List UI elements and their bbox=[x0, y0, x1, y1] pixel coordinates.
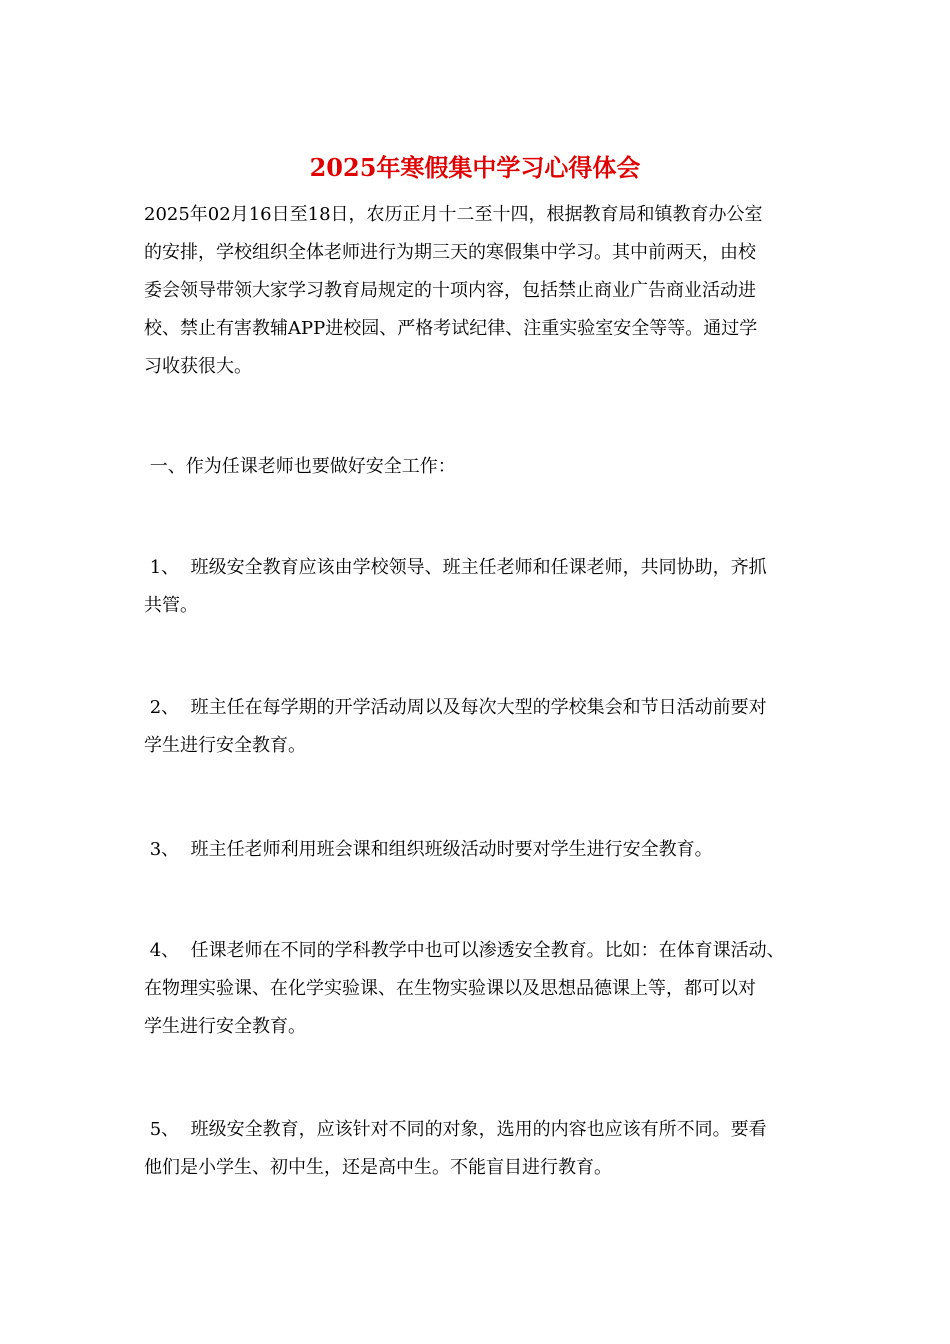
list-item-line: 学生进行安全教育。 bbox=[144, 735, 306, 756]
intro-line: 习收获很大。 bbox=[144, 356, 252, 377]
intro-line: 委会领导带领大家学习教育局规定的十项内容，包括禁止商业广告商业活动进 bbox=[144, 280, 756, 301]
list-item-line: 3、 班主任老师利用班会课和组织班级活动时要对学生进行安全教育。 bbox=[144, 839, 713, 860]
list-item-line: 他们是小学生、初中生，还是高中生。不能盲目进行教育。 bbox=[144, 1157, 612, 1178]
intro-line: 2025年02月16日至18日，农历正月十二至十四，根据教育局和镇教育办公室 bbox=[144, 204, 763, 225]
intro-paragraph bbox=[144, 196, 816, 386]
list-item-line: 在物理实验课、在化学实验课、在生物实验课以及思想品德课上等，都可以对 bbox=[144, 978, 756, 999]
list-item-line: 共管。 bbox=[144, 595, 198, 616]
list-item-line: 1、 班级安全教育应该由学校领导、班主任老师和任课老师，共同协助，齐抓 bbox=[144, 557, 767, 578]
list-item-line: 5、 班级安全教育，应该针对不同的对象，选用的内容也应该有所不同。要看 bbox=[144, 1119, 767, 1140]
list-item bbox=[144, 831, 824, 869]
list-item bbox=[144, 549, 824, 625]
section-heading: 一、作为任课老师也要做好安全工作： bbox=[144, 456, 456, 477]
list-item bbox=[144, 689, 824, 765]
list-item-line: 学生进行安全教育。 bbox=[144, 1016, 306, 1037]
list-item bbox=[144, 1111, 824, 1187]
intro-line: 校、禁止有害教辅APP进校园、严格考试纪律、注重实验室安全等等。通过学 bbox=[144, 318, 758, 339]
list-item bbox=[144, 932, 824, 1046]
intro-line: 的安排，学校组织全体老师进行为期三天的寒假集中学习。其中前两天，由校 bbox=[144, 242, 756, 263]
document-title: 2025年寒假集中学习心得体会 bbox=[309, 153, 641, 182]
list-item-line: 2、 班主任在每学期的开学活动周以及每次大型的学校集会和节日活动前要对 bbox=[144, 697, 767, 718]
list-item-line: 4、 任课老师在不同的学科教学中也可以渗透安全教育。比如：在体育课活动、 bbox=[144, 940, 785, 961]
